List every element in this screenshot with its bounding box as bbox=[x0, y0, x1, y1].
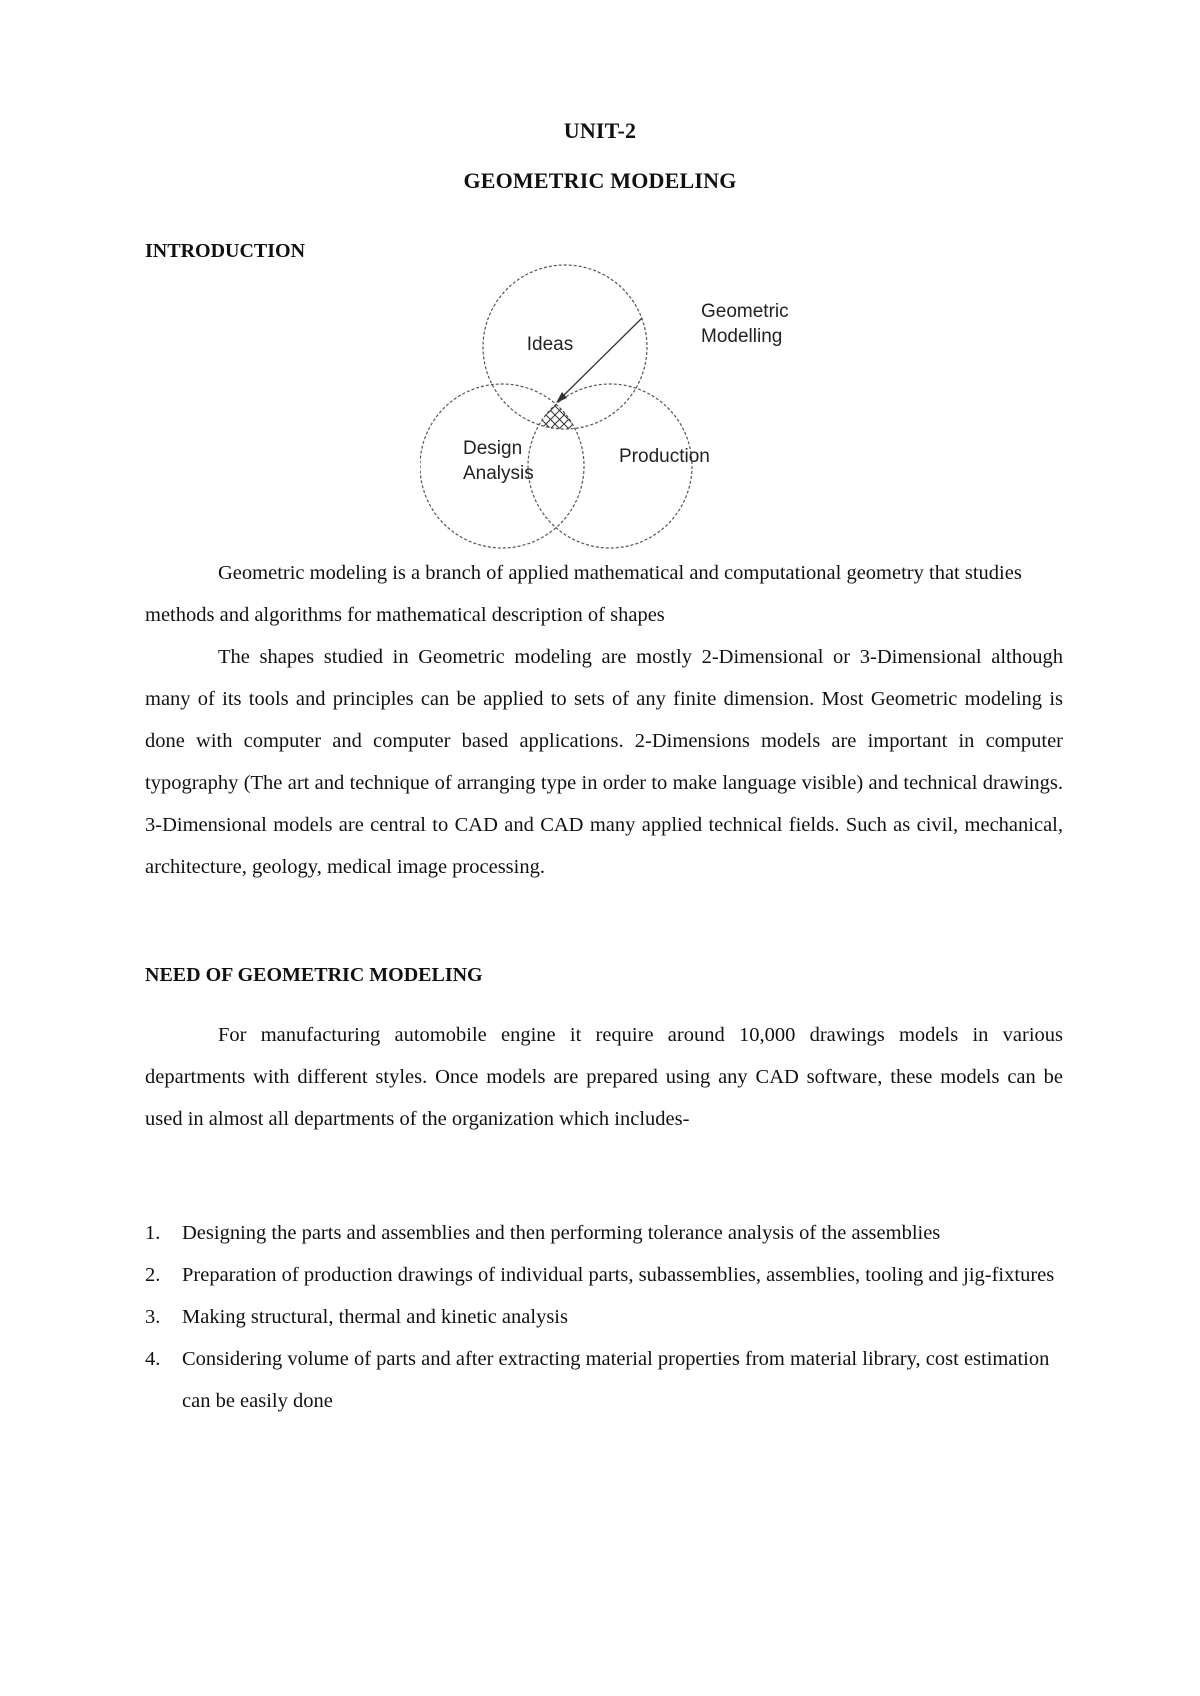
geometric-label: Geometric bbox=[701, 301, 789, 322]
needs-list bbox=[145, 1212, 1065, 1422]
venn-diagram bbox=[420, 262, 820, 562]
list-text: Considering volume of parts and after extracting material properties from material library, cost estimation can be easily done bbox=[182, 1348, 1050, 1412]
ideas-label: Ideas bbox=[526, 334, 574, 355]
intro-paragraph-2: The shapes studied in Geometric modeling are mostly 2-Dimensional or 3-Dimensional although many of its tools and principles can be applied to sets of any finite dimension. Most Geometric modeling is done with computer and computer based applications. 2-Dimensions models are important in computer typography (The art and technique of arranging type in order to make language visible) and technical drawings. 3-Dimensional models are central to CAD and CAD many applied technical fields. Such as civil, mechanical, architecture, geology, medical image processing. bbox=[145, 646, 1063, 878]
list-item bbox=[145, 1212, 1065, 1254]
list-text: Making structural, thermal and kinetic analysis bbox=[182, 1306, 568, 1328]
page-title: GEOMETRIC MODELING bbox=[463, 168, 737, 193]
list-text: Preparation of production drawings of individual parts, subassemblies, assemblies, tooling and jig-fixtures bbox=[182, 1264, 1055, 1286]
intro-paragraph-1: Geometric modeling is a branch of applied mathematical and computational geometry that studies methods and algorithms for mathematical description of shapes bbox=[145, 562, 1022, 626]
list-number: 2. bbox=[145, 1264, 161, 1286]
analysis-label: Analysis bbox=[463, 463, 534, 484]
list-item bbox=[145, 1254, 1065, 1296]
modelling-label: Modelling bbox=[701, 326, 783, 347]
need-paragraph: For manufacturing automobile engine it require around 10,000 drawings models in various departments with different styles. Once models are prepared using any CAD software, these models can be used in almost all departments of the organization which includes- bbox=[145, 1024, 1063, 1130]
list-number: 3. bbox=[145, 1306, 161, 1328]
list-number: 1. bbox=[145, 1222, 161, 1244]
introduction-heading: INTRODUCTION bbox=[145, 240, 306, 262]
list-item bbox=[145, 1296, 1065, 1338]
design-label: Design bbox=[463, 438, 523, 459]
unit-title: UNIT-2 bbox=[563, 118, 637, 143]
list-text: Designing the parts and assemblies and then performing tolerance analysis of the assemblies bbox=[182, 1222, 941, 1244]
production-label: Production bbox=[619, 446, 710, 467]
list-item bbox=[145, 1338, 1065, 1422]
list-number: 4. bbox=[145, 1348, 161, 1370]
need-heading: NEED OF GEOMETRIC MODELING bbox=[145, 964, 483, 986]
